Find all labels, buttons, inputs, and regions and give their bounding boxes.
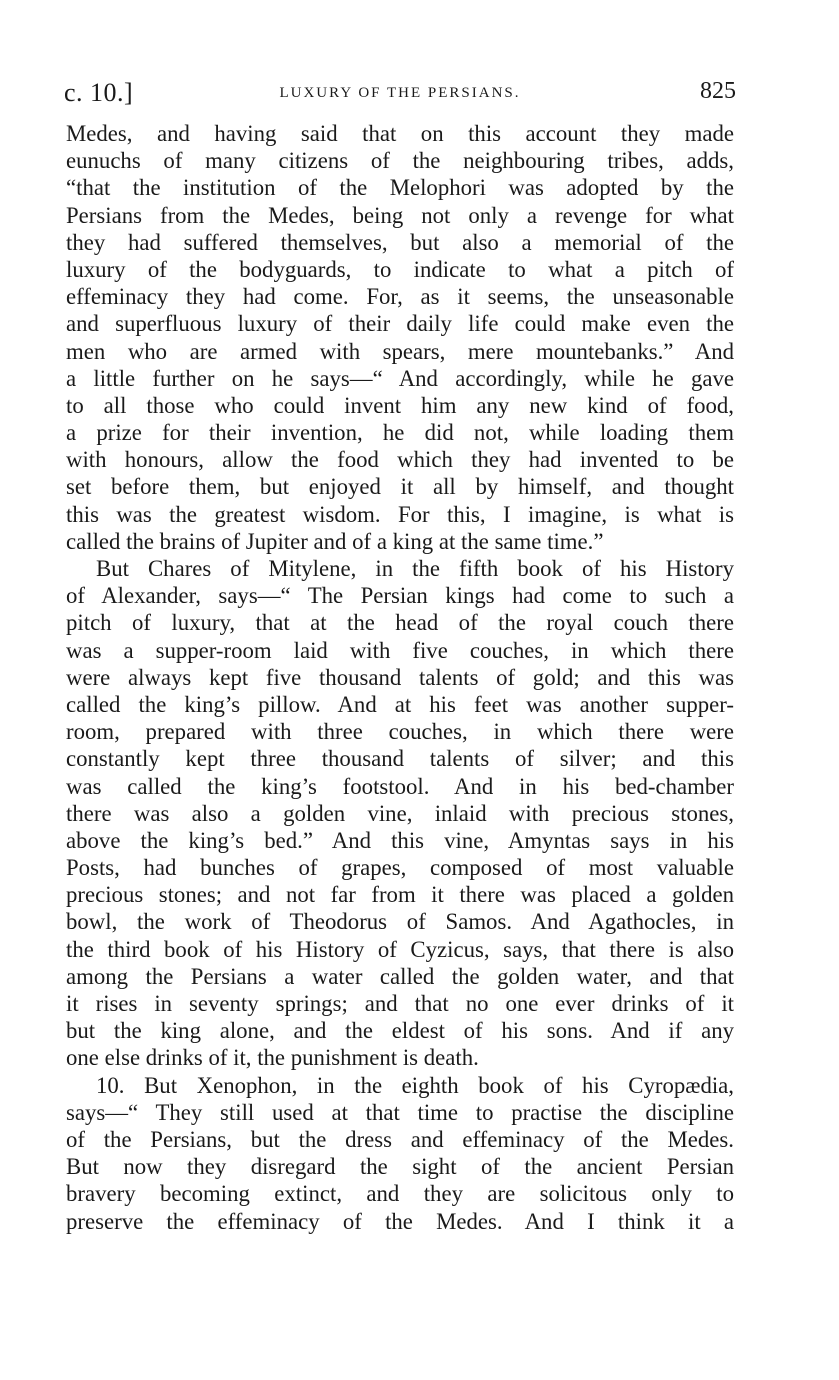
text-line: of Alexander, says—“ The Persian kings had come to such a: [66, 583, 734, 609]
text-line: they had suffered themselves, but also a memorial of the: [66, 229, 734, 255]
paragraph-first-line: 10. But Xenophon, in the eighth book of his Cyropædia,: [96, 1072, 734, 1098]
text-line: luxury of the bodyguards, to indicate to what a pitch of: [66, 256, 734, 282]
text-line: effeminacy they had come. For, as it seems, the unseasonable: [66, 284, 734, 310]
text-line: room, prepared with three couches, in which there were: [66, 719, 734, 745]
text-line: eunuchs of many citizens of the neighbouring tribes, adds,: [66, 148, 734, 174]
text-line: above the king’s bed.” And this vine, Amyntas says in his: [66, 827, 734, 853]
text-line: the third book of his History of Cyzicus, says, that there is also: [66, 936, 734, 962]
text-line: with honours, allow the food which they had invented to be: [66, 447, 734, 473]
text-line: Medes, and having said that on this account they made: [66, 121, 734, 146]
text-line: called the brains of Jupiter and of a king at the same time.”: [66, 528, 604, 554]
text-line: a prize for their invention, he did not, while loading them: [66, 420, 734, 446]
text-line: men who are armed with spears, mere mountebanks.” And: [66, 338, 734, 364]
running-header: [64, 74, 736, 114]
text-line: a little further on he says—“ And accordingly, while he gave: [66, 365, 734, 391]
text-line: bowl, the work of Theodorus of Samos. And Agathocles, in: [66, 909, 734, 935]
page-number: 825: [700, 78, 736, 104]
text-line: it rises in seventy springs; and that no one ever drinks of it: [66, 991, 734, 1016]
text-line: and superfluous luxury of their daily life could make even the: [66, 311, 734, 337]
text-line: to all those who could invent him any new kind of food,: [66, 392, 734, 418]
text-line: this was the greatest wisdom. For this, I imagine, is what is: [66, 501, 734, 527]
text-line: was called the king’s footstool. And in his bed-chamber: [66, 773, 734, 799]
text-line: precious stones; and not far from it there was placed a golden: [66, 882, 734, 908]
text-line: were always kept five thousand talents of gold; and this was: [66, 664, 734, 690]
text-line: pitch of luxury, that at the head of the royal couch there: [66, 610, 734, 636]
paragraph-first-line: But Chares of Mitylene, in the fifth book of his History: [96, 556, 734, 581]
text-line: preserve the effeminacy of the Medes. And I think it a: [66, 1208, 734, 1234]
text-line: Persians from the Medes, being not only a revenge for what: [66, 202, 734, 228]
text-line: But now they disregard the sight of the ancient Persian: [66, 1154, 734, 1180]
chapter-reference: c. 10.]: [64, 78, 134, 107]
running-title: LUXURY OF THE PERSIANS.: [279, 85, 521, 101]
text-line: of the Persians, but the dress and effeminacy of the Medes.: [66, 1126, 734, 1152]
text-line: “that the institution of the Melophori was adopted by the: [66, 175, 734, 201]
text-line: constantly kept three thousand talents of silver; and this: [66, 746, 734, 772]
text-line: says—“ They still used at that time to practise the discipline: [66, 1099, 734, 1125]
text-line: Posts, had bunches of grapes, composed of most valuable: [66, 855, 734, 881]
text-line: but the king alone, and the eldest of his sons. And if any: [66, 1018, 734, 1044]
text-line: one else drinks of it, the punishment is death.: [66, 1045, 479, 1071]
text-line: there was also a golden vine, inlaid with precious stones,: [66, 800, 734, 826]
body-text: [66, 120, 734, 1235]
text-line: called the king’s pillow. And at his feet was another supper-: [66, 691, 734, 717]
text-line: among the Persians a water called the golden water, and that: [66, 963, 734, 989]
text-line: set before them, but enjoyed it all by himself, and thought: [66, 474, 734, 500]
text-line: was a supper-room laid with five couches, in which there: [66, 637, 734, 663]
text-line: bravery becoming extinct, and they are solicitous only to: [66, 1181, 734, 1207]
